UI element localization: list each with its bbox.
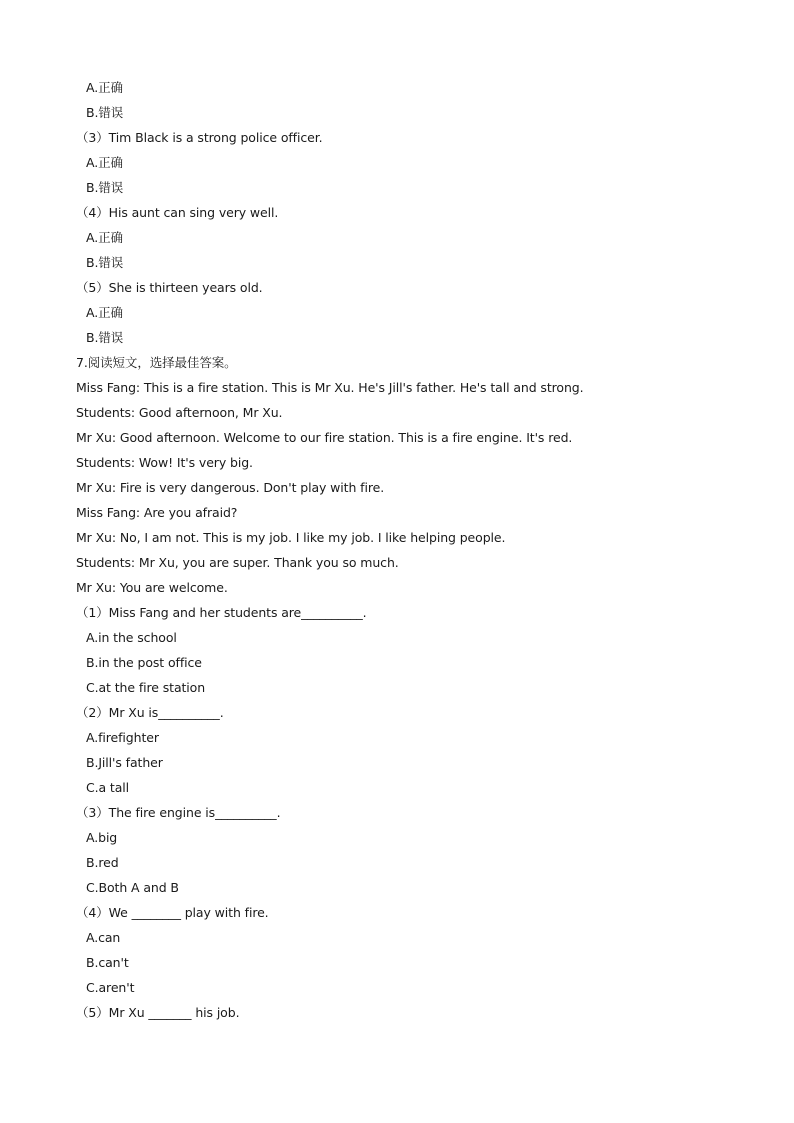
option-q2-c: C.a tall — [86, 780, 130, 795]
option-q4-b: B.can't — [86, 955, 129, 970]
option-q1-b: B.in the post office — [86, 655, 202, 670]
option-prev-q3-a: A.正确 — [86, 155, 123, 170]
question-prev-4: （4）His aunt can sing very well. — [76, 205, 279, 220]
passage-line: Students: Wow! It's very big. — [76, 455, 253, 470]
option-q2-a: A.firefighter — [86, 730, 159, 745]
passage-line: Mr Xu: No, I am not. This is my job. I like my job. I like helping people. — [76, 530, 506, 545]
option-q3-c: C.Both A and B — [86, 880, 179, 895]
option-prev-q5-a: A.正确 — [86, 305, 123, 320]
passage-line: Miss Fang: Are you afraid? — [76, 505, 238, 520]
question-prev-3: （3）Tim Black is a strong police officer. — [76, 130, 323, 145]
question-2: （2）Mr Xu is__________. — [76, 705, 224, 720]
passage-line: Mr Xu: You are welcome. — [76, 580, 228, 595]
passage-line: Miss Fang: This is a fire station. This is Mr Xu. He's Jill's father. He's tall and strong. — [76, 380, 584, 395]
option-q2-b: B.Jill's father — [86, 755, 163, 770]
question-3: （3）The fire engine is__________. — [76, 805, 281, 820]
question-1: （1）Miss Fang and her students are__________. — [76, 605, 367, 620]
passage-line: Mr Xu: Fire is very dangerous. Don't play with fire. — [76, 480, 385, 495]
passage-line: Mr Xu: Good afternoon. Welcome to our fire station. This is a fire engine. It's red. — [76, 430, 573, 445]
section-heading: 7.阅读短文，选择最佳答案。 — [76, 355, 237, 370]
option-prev-q3-b: B.错误 — [86, 180, 124, 195]
option-prev-q2-b: B.错误 — [86, 105, 124, 120]
option-q4-c: C.aren't — [86, 980, 135, 995]
option-prev-q4-b: B.错误 — [86, 255, 124, 270]
option-prev-q5-b: B.错误 — [86, 330, 124, 345]
passage-line: Students: Mr Xu, you are super. Thank you so much. — [76, 555, 399, 570]
option-q3-b: B.red — [86, 855, 119, 870]
option-prev-q4-a: A.正确 — [86, 230, 123, 245]
question-prev-5: （5）She is thirteen years old. — [76, 280, 263, 295]
question-5: （5）Mr Xu _______ his job. — [76, 1005, 240, 1020]
option-q4-a: A.can — [86, 930, 121, 945]
option-q3-a: A.big — [86, 830, 118, 845]
option-prev-q2-a: A.正确 — [86, 80, 123, 95]
passage-line: Students: Good afternoon, Mr Xu. — [76, 405, 283, 420]
option-q1-a: A.in the school — [86, 630, 177, 645]
question-4: （4）We ________ play with fire. — [76, 905, 269, 920]
option-q1-c: C.at the fire station — [86, 680, 206, 695]
